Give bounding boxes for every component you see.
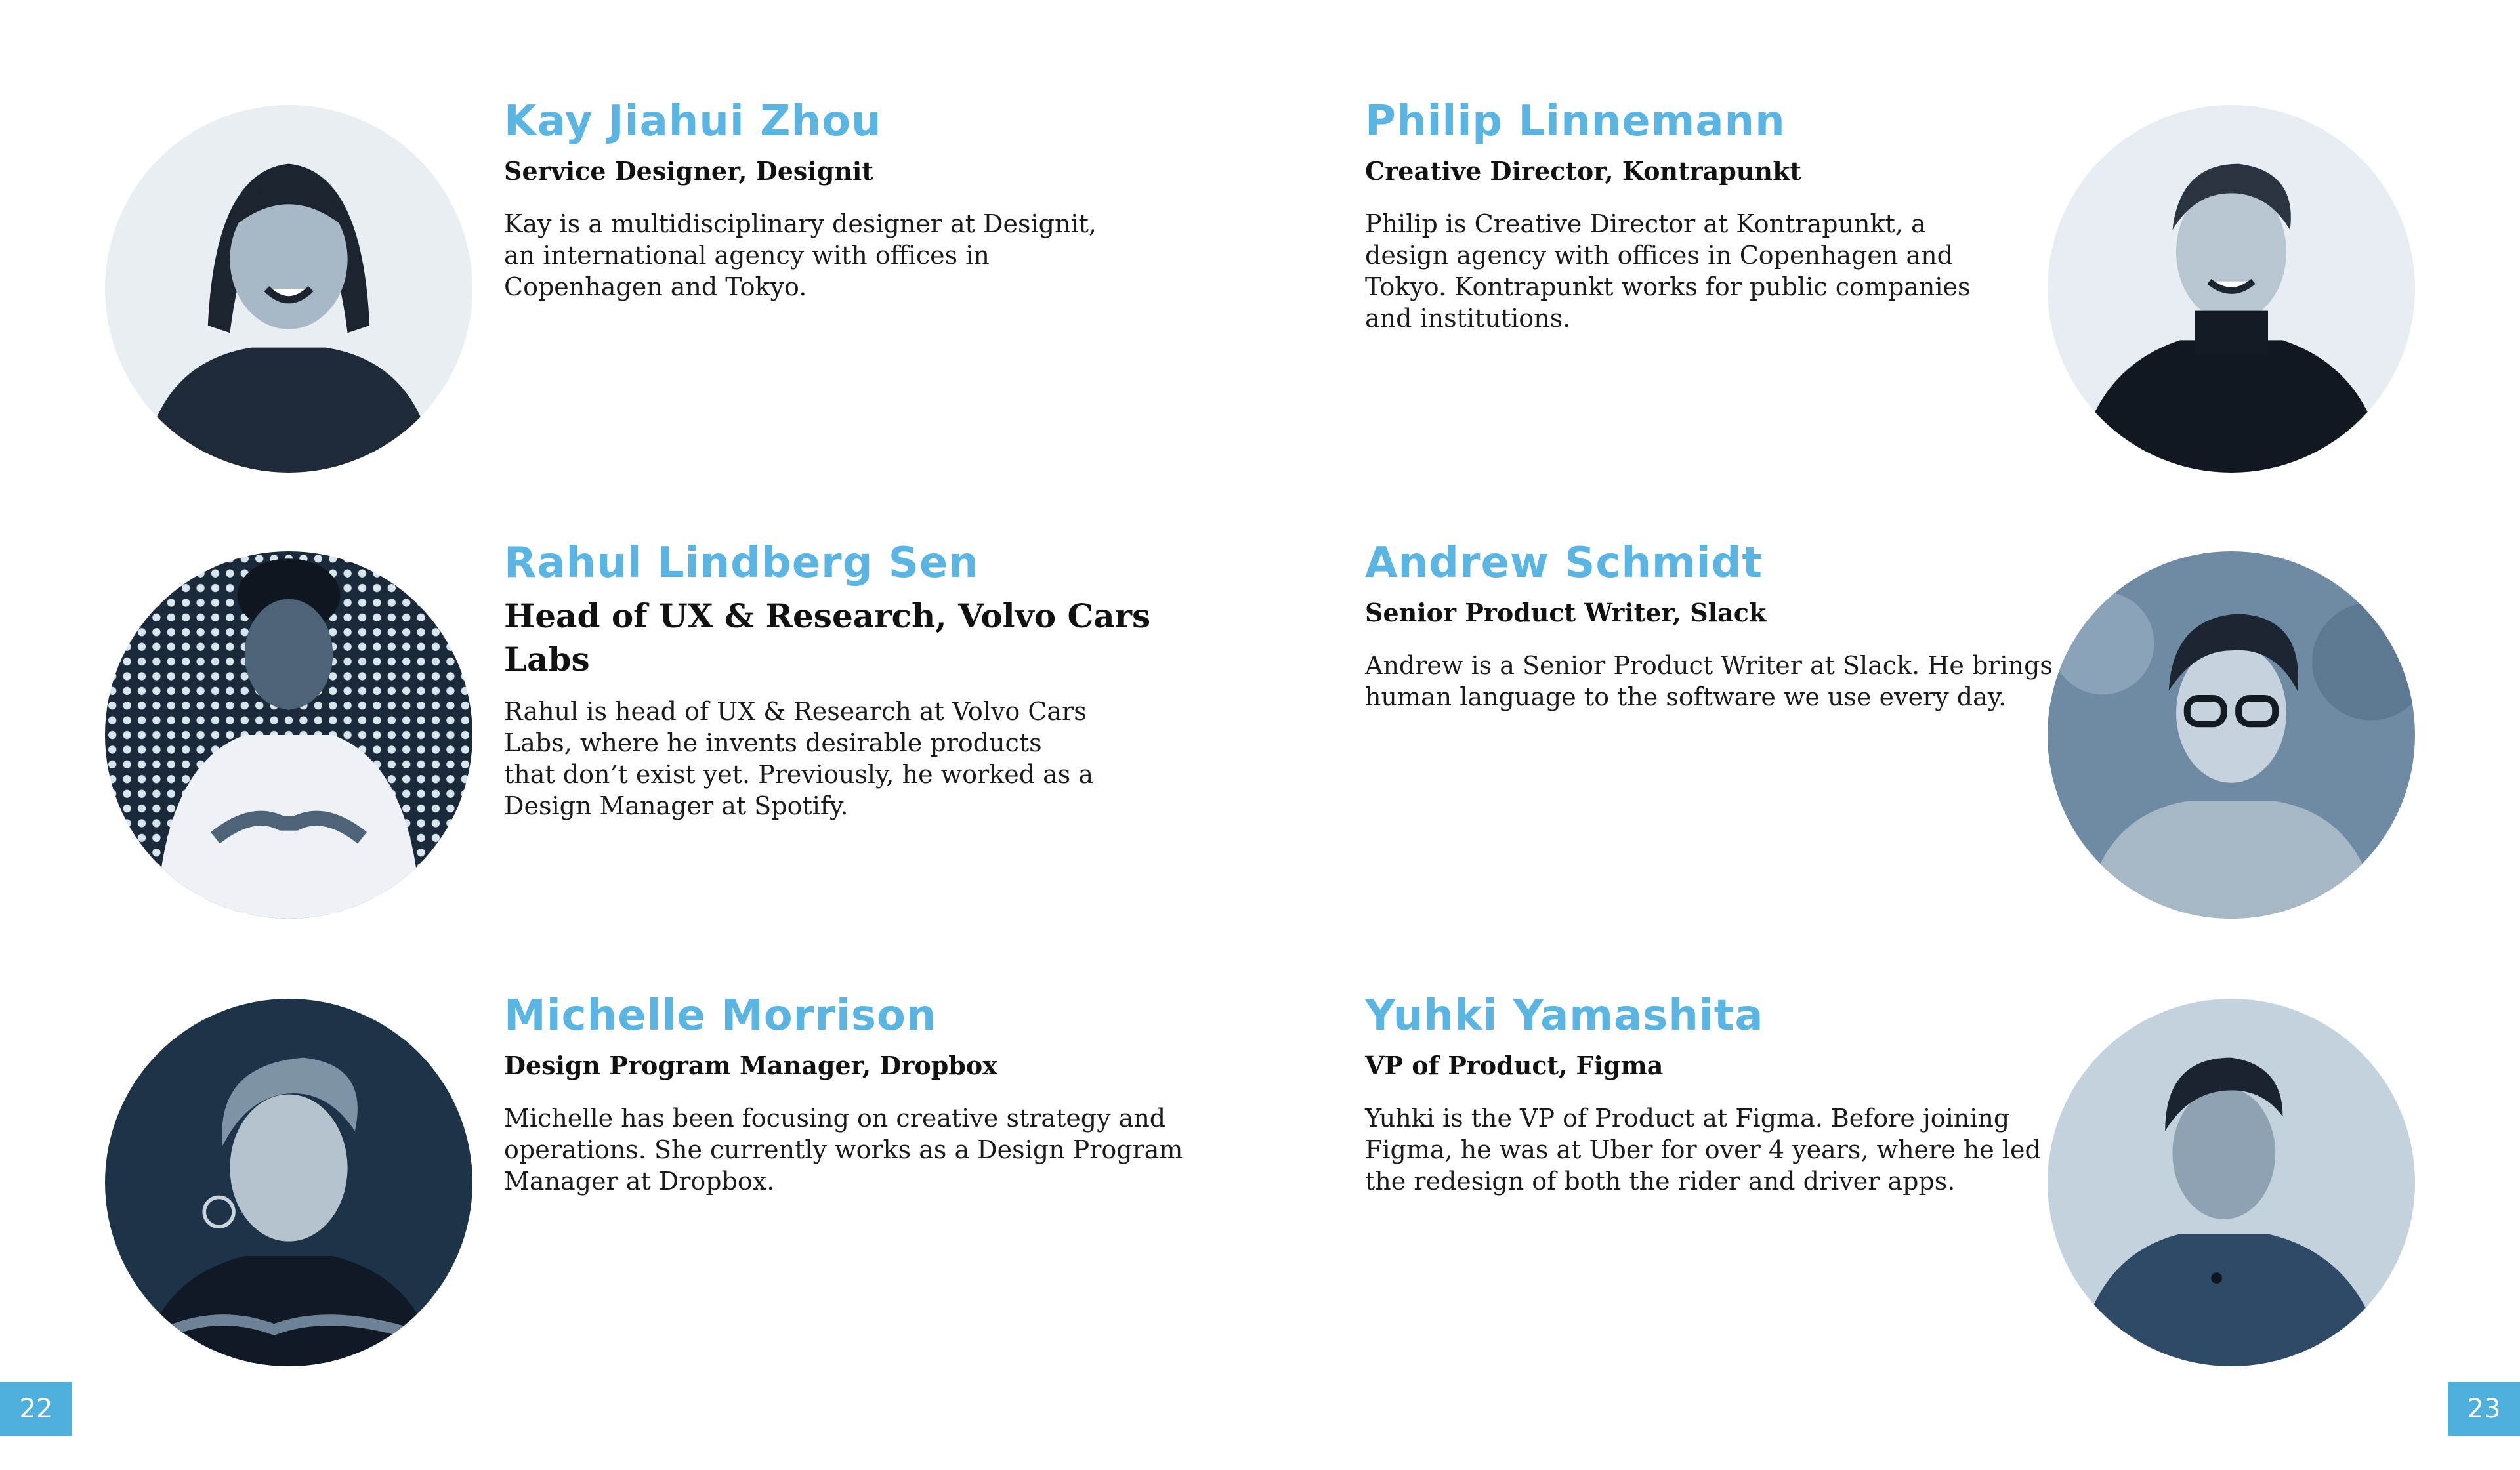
person-role: Senior Product Writer, Slack bbox=[1365, 598, 1767, 627]
person-bio bbox=[1365, 208, 2061, 334]
bio-philip-linnemann bbox=[1365, 95, 2061, 334]
person-name: Rahul Lindberg Sen bbox=[504, 539, 979, 587]
person-role: Design Program Manager, Dropbox bbox=[504, 1051, 998, 1080]
bio-line: Figma, he was at Uber for over 4 years, where he led bbox=[1365, 1135, 2041, 1164]
bio-line: operations. She currently works as a Design Program bbox=[504, 1135, 1183, 1164]
avatar-yuhki-yamashita bbox=[2048, 999, 2415, 1366]
bio-kay-jiahui-zhou bbox=[504, 95, 1200, 303]
person-role: Service Designer, Designit bbox=[504, 156, 873, 186]
avatar-philip-linnemann bbox=[2048, 105, 2415, 472]
page-number-left: 22 bbox=[0, 1382, 72, 1436]
person-bio bbox=[1365, 1102, 2061, 1197]
bio-yuhki-yamashita bbox=[1365, 990, 2061, 1197]
bio-line: design agency with offices in Copenhagen and bbox=[1365, 241, 1953, 270]
portrait-photo bbox=[105, 105, 472, 472]
person-name: Michelle Morrison bbox=[504, 992, 937, 1040]
bio-line: Andrew is a Senior Product Writer at Slack. He brings bbox=[1365, 651, 2053, 680]
bio-andrew-schmidt bbox=[1365, 537, 2061, 713]
avatar-michelle-morrison bbox=[105, 999, 472, 1366]
bio-line: Design Manager at Spotify. bbox=[504, 791, 849, 820]
avatar-rahul-lindberg-sen bbox=[105, 551, 472, 919]
bio-line: and institutions. bbox=[1365, 304, 1571, 333]
bio-line: human language to the software we use every day. bbox=[1365, 682, 2007, 711]
portrait-photo bbox=[2048, 999, 2415, 1366]
portrait-photo bbox=[105, 551, 472, 919]
avatar-kay-jiahui-zhou bbox=[105, 105, 472, 472]
page-number-right: 23 bbox=[2448, 1382, 2520, 1436]
portrait-photo bbox=[105, 999, 472, 1366]
bio-line: the redesign of both the rider and driver apps. bbox=[1365, 1167, 1956, 1196]
person-name: Philip Linnemann bbox=[1365, 97, 1786, 146]
bio-line: Tokyo. Kontrapunkt works for public companies bbox=[1365, 272, 1971, 301]
bio-line: Rahul is head of UX & Research at Volvo Cars bbox=[504, 697, 1087, 726]
bio-line: Michelle has been focusing on creative strategy and bbox=[504, 1104, 1166, 1133]
bio-line: Philip is Creative Director at Kontrapunkt, a bbox=[1365, 209, 1926, 238]
bio-line: Manager at Dropbox. bbox=[504, 1167, 775, 1196]
avatar-andrew-schmidt bbox=[2048, 551, 2415, 919]
bio-line: that don’t exist yet. Previously, he worked as a bbox=[504, 760, 1094, 789]
bio-line: an international agency with offices in bbox=[504, 241, 990, 270]
person-role: Head of UX & Research, Volvo Cars Labs bbox=[504, 597, 1151, 679]
portrait-photo bbox=[2048, 551, 2415, 919]
person-name: Kay Jiahui Zhou bbox=[504, 97, 882, 146]
person-bio bbox=[504, 208, 1200, 303]
bio-rahul-lindberg-sen bbox=[504, 537, 1200, 822]
person-bio bbox=[504, 696, 1200, 822]
bio-line: Copenhagen and Tokyo. bbox=[504, 272, 807, 301]
portrait-photo bbox=[2048, 105, 2415, 472]
person-name: Yuhki Yamashita bbox=[1365, 992, 1764, 1040]
person-role: Creative Director, Kontrapunkt bbox=[1365, 156, 1801, 186]
bio-michelle-morrison bbox=[504, 990, 1200, 1197]
person-bio bbox=[1365, 650, 2061, 713]
bio-line: Yuhki is the VP of Product at Figma. Before joining bbox=[1365, 1104, 2010, 1133]
person-bio bbox=[504, 1102, 1200, 1197]
person-role: VP of Product, Figma bbox=[1365, 1051, 1664, 1080]
bio-line: Labs, where he invents desirable products bbox=[504, 728, 1042, 757]
person-name: Andrew Schmidt bbox=[1365, 539, 1763, 587]
bio-line: Kay is a multidisciplinary designer at Designit, bbox=[504, 209, 1097, 238]
